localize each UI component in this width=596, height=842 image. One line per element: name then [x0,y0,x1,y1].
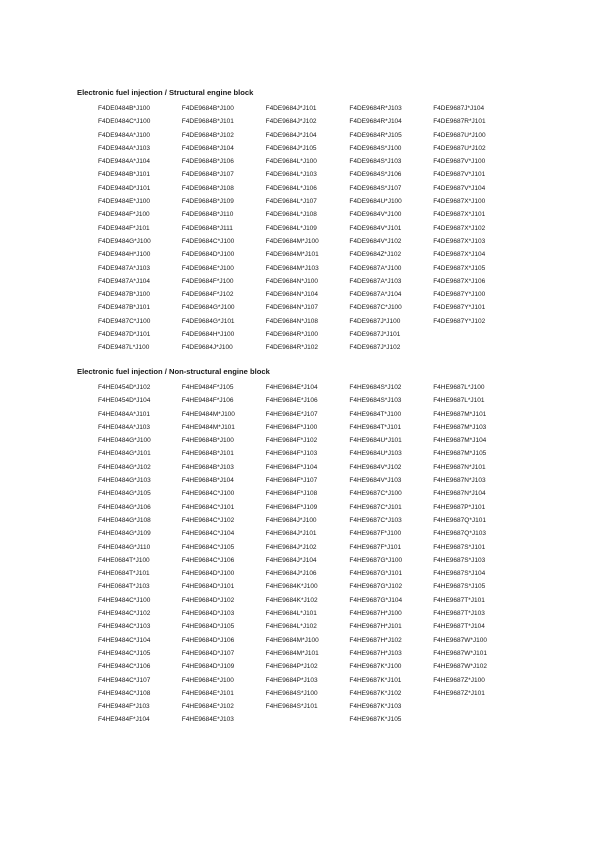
part-number: F4HE0684T*J103 [98,583,150,591]
part-number: F4DE9687U*J102 [433,144,486,152]
part-number: F4DE9684N*J107 [265,304,318,312]
part-number: F4HE0484G*J100 [98,437,151,445]
part-number: F4DE9684S*J107 [349,184,402,192]
part-number: F4DE9687V*J101 [433,171,486,179]
part-number: F4DE9684N*J100 [265,277,318,285]
part-number: F4HE9684V*J102 [349,463,402,471]
part-number: F4HE9687K*J105 [349,716,402,724]
part-number: F4HE9687W*J100 [433,636,488,644]
part-number: F4DE9684C*J100 [181,237,235,245]
part-number: F4DE9684L*J100 [265,158,317,166]
part-number: F4DE9684R*J103 [349,105,402,112]
part-number: F4HE9684P*J103 [265,676,318,684]
part-number: F4DE9684H*J100 [181,331,235,339]
part-number: F4DE0484C*J100 [98,118,151,126]
part-number: F4DE9684L*J107 [265,198,317,206]
part-number: F4HE9684D*J100 [181,570,235,578]
part-number: F4HE9684F*J107 [265,477,318,485]
part-number: F4DE9684B*J111 [181,224,233,232]
part-number: F4DE9487C*J100 [98,317,151,325]
part-number: F4DE9687A*J103 [349,277,402,285]
part-number: F4DE9487A*J104 [98,277,151,285]
part-number: F4HE9687H*J103 [349,649,402,657]
part-number: F4HE9687N*J103 [433,477,486,485]
part-number: F4DE9684S*J106 [349,171,402,179]
part-number: F4DE9687C*J100 [349,304,402,312]
part-number: F4DE9484F*J100 [98,211,150,219]
part-number: F4HE9684D*J106 [181,636,235,644]
part-number: F4DE9684B*J102 [181,131,234,139]
part-number: F4DE9687V*J104 [433,184,486,192]
part-number: F4HE9687L*J101 [433,397,485,405]
part-number: F4DE9684N*J104 [265,291,318,299]
part-number: F4DE9484G*J100 [98,237,151,245]
part-number: F4HE9687G*J102 [349,583,403,591]
part-number: F4HE9687T*J103 [433,610,485,618]
part-number: F4HE9687H*J100 [349,610,402,618]
part-number-grid [98,102,517,355]
part-number: F4HE9687S*J105 [433,583,486,591]
part-number: F4HE9684F*J102 [265,437,318,445]
part-number: F4HE9484C*J105 [98,649,151,657]
part-number: F4HE9684D*J103 [181,610,235,618]
part-number: F4HE9684F*J104 [265,463,318,471]
part-number: F4HE9484C*J107 [98,676,151,684]
part-number: F4HE9484C*J106 [98,663,151,671]
part-number: F4HE9684U*J101 [349,437,402,445]
part-number: F4HE0484A*J103 [98,423,151,431]
part-number: F4HE9684C*J104 [181,530,235,538]
part-number: F4HE9684E*J102 [181,703,234,711]
part-number: F4HE9684E*J100 [181,676,234,684]
part-number: F4DE9487A*J103 [98,264,151,272]
part-number: F4HE9484C*J104 [98,636,151,644]
part-number: F4DE9684B*J101 [181,118,234,126]
part-number: F4HE9684E*J104 [265,384,318,391]
part-number: F4DE9684L*J103 [265,171,317,179]
part-number: F4DE9684M*J103 [265,264,319,272]
part-number: F4HE9684D*J105 [181,623,235,631]
part-number: F4HE9684S*J103 [349,397,402,405]
part-number: F4HE9684C*J102 [181,516,235,524]
part-number: F4DE9687J*J101 [349,331,401,339]
part-number: F4HE9687C*J103 [349,516,402,524]
section-heading: Electronic fuel injection / Non-structural engine block [77,367,270,376]
part-number: F4HE9684B*J101 [181,450,234,458]
part-number: F4DE9687J*J100 [349,317,401,325]
part-number: F4HE9684F*J109 [265,503,318,511]
part-number: F4DE9684V*J102 [349,237,402,245]
section-non-structural-engine-block [77,367,517,727]
part-number: F4HE9687T*J104 [433,623,485,631]
part-number: F4DE9484F*J101 [98,224,150,232]
part-number: F4HE9484M*J100 [181,410,235,418]
part-number: F4DE9687X*J101 [433,211,486,219]
part-number: F4HE9684C*J105 [181,543,235,551]
part-number: F4HE9687G*J100 [349,556,403,564]
part-number: F4DE9684M*J100 [265,237,319,245]
part-number: F4HE9684P*J102 [265,663,318,671]
part-number: F4DE9684L*J106 [265,184,317,192]
part-number: F4HE9684J*J104 [265,556,317,564]
part-number: F4DE9684N*J108 [265,317,318,325]
part-number: F4DE9684S*J103 [349,158,402,166]
part-number: F4HE9687F*J101 [349,543,402,551]
part-number: F4HE9684F*J108 [265,490,318,498]
part-number: F4HE9687W*J102 [433,663,488,671]
part-number: F4HE9484F*J104 [98,716,150,724]
part-number: F4DE9687X*J104 [433,251,486,259]
part-number: F4HE9687S*J101 [433,543,486,551]
part-number: F4HE9687C*J100 [349,490,402,498]
part-number: F4HE0484G*J106 [98,503,151,511]
part-number: F4HE0484G*J102 [98,463,151,471]
part-number-column [266,381,350,727]
part-number: F4DE9684F*J100 [181,277,234,285]
part-number: F4DE9687X*J102 [433,224,486,232]
part-number: F4DE9484A*J103 [98,144,151,152]
part-number: F4HE9684C*J106 [181,556,235,564]
part-number: F4DE9684B*J110 [181,211,234,219]
part-number: F4DE9487B*J101 [98,304,151,312]
part-number: F4DE9684B*J109 [181,198,234,206]
part-number: F4HE9687K*J103 [349,703,402,711]
part-number: F4HE9687Z*J101 [433,689,485,697]
part-number: F4HE9687C*J101 [349,503,402,511]
part-number-column [98,102,182,355]
part-number: F4HE9684J*J106 [265,570,317,578]
part-number: F4DE9684G*J100 [181,304,235,312]
part-number: F4DE9687J*J102 [349,344,401,352]
part-number: F4DE9684R*J104 [349,118,402,126]
part-number: F4HE9687Z*J100 [433,676,485,684]
part-number: F4DE9684G*J101 [181,317,235,325]
part-number: F4HE9687S*J103 [433,556,486,564]
part-number: F4HE9687T*J101 [433,596,485,604]
part-number: F4DE9687A*J104 [349,291,402,299]
part-number: F4HE9687M*J105 [433,450,487,458]
part-number: F4DE9684Z*J102 [349,251,402,259]
part-number-column [266,102,350,355]
part-number: F4DE9684L*J108 [265,211,317,219]
section-structural-engine-block [77,88,517,355]
part-number: F4DE9687Y*J100 [433,291,486,299]
part-number: F4DE9487B*J100 [98,291,151,299]
part-number: F4HE9687H*J102 [349,636,402,644]
part-number: F4HE9684U*J103 [349,450,402,458]
part-number: F4DE9684J*J104 [265,131,317,139]
part-number-column [182,102,266,355]
part-number: F4HE9684E*J107 [265,410,318,418]
part-number: F4HE9684B*J104 [181,477,234,485]
part-number-column [98,381,182,727]
part-number: F4HE9687S*J104 [433,570,486,578]
part-number: F4HE9687W*J101 [433,649,488,657]
part-number: F4DE9684F*J102 [181,291,234,299]
part-number: F4DE9687J*J104 [433,105,485,112]
part-number: F4HE9484C*J102 [98,610,151,618]
part-number: F4HE9684D*J101 [181,583,235,591]
part-number: F4DE9484H*J100 [98,251,151,259]
part-number: F4DE9684R*J100 [265,331,318,339]
part-number: F4HE9684C*J100 [181,490,235,498]
part-number: F4HE9684S*J101 [265,703,318,711]
part-number-column [433,381,517,727]
part-number: F4HE0454D*J102 [98,384,151,391]
part-number: F4DE9684E*J100 [181,264,234,272]
part-number: F4HE9687L*J100 [433,384,485,391]
part-number: F4HE9687G*J101 [349,570,403,578]
part-number: F4HE0684T*J100 [98,556,150,564]
part-number: F4HE9484F*J105 [181,384,234,391]
part-number: F4HE0484G*J105 [98,490,151,498]
part-number: F4HE9684J*J100 [265,516,317,524]
part-number: F4DE9684D*J100 [181,251,235,259]
part-number: F4HE9484M*J101 [181,423,235,431]
part-number: F4DE9684V*J100 [349,211,402,219]
part-number: F4HE0484G*J110 [98,543,151,551]
part-number: F4DE9684R*J105 [349,131,402,139]
part-number: F4DE9687X*J105 [433,264,486,272]
part-number: F4HE9684L*J102 [265,623,317,631]
part-number: F4DE9684L*J109 [265,224,317,232]
part-number: F4DE9684S*J100 [349,144,402,152]
part-number: F4HE9684K*J102 [265,596,318,604]
part-number: F4DE9684B*J108 [181,184,234,192]
part-number: F4HE9687K*J102 [349,689,402,697]
part-number: F4DE9484E*J100 [98,198,151,206]
part-number: F4HE9687M*J104 [433,437,487,445]
part-number: F4HE9687K*J100 [349,663,402,671]
part-number: F4HE9684E*J106 [265,397,318,405]
part-number: F4DE9487L*J100 [98,344,150,352]
section-heading: Electronic fuel injection / Structural engine block [77,88,254,97]
part-number: F4HE9684E*J103 [181,716,234,724]
part-number: F4DE9684B*J100 [181,105,234,112]
part-number: F4DE9687Y*J101 [433,304,486,312]
part-number: F4HE9684M*J101 [265,649,319,657]
part-number: F4HE9684F*J100 [265,423,318,431]
part-number: F4HE9687P*J101 [433,503,486,511]
part-number: F4HE9684K*J100 [265,583,318,591]
part-number: F4DE0484B*J100 [98,105,151,112]
part-number: F4DE9684M*J101 [265,251,319,259]
part-number: F4HE9684B*J103 [181,463,234,471]
part-number: F4DE9687X*J106 [433,277,486,285]
part-number: F4HE0484G*J109 [98,530,151,538]
part-number: F4HE9684J*J102 [265,543,317,551]
part-number: F4DE9684J*J105 [265,144,317,152]
part-number: F4HE9684C*J101 [181,503,235,511]
part-number: F4HE0454D*J104 [98,397,151,405]
part-number: F4DE9684J*J101 [265,105,317,112]
part-number: F4HE9687G*J104 [349,596,403,604]
part-number: F4HE9687N*J104 [433,490,486,498]
part-number: F4HE0484G*J108 [98,516,151,524]
part-number: F4DE9484D*J101 [98,184,151,192]
part-number: F4HE9684M*J100 [265,636,319,644]
part-number-column [182,381,266,727]
part-number: F4HE9484C*J103 [98,623,151,631]
part-number: F4HE9687N*J101 [433,463,486,471]
part-number: F4DE9684B*J106 [181,158,234,166]
part-number: F4HE9687Q*J103 [433,530,486,538]
part-number: F4DE9687X*J100 [433,198,486,206]
part-number: F4HE9684S*J102 [349,384,402,391]
part-number: F4DE9684J*J100 [181,344,233,352]
part-number: F4DE9684V*J101 [349,224,402,232]
part-number: F4DE9484A*J104 [98,158,151,166]
part-number: F4HE9684S*J100 [265,689,318,697]
part-number: F4HE9687F*J100 [349,530,402,538]
part-number: F4HE9687K*J101 [349,676,402,684]
part-number: F4DE9484B*J101 [98,171,151,179]
part-number: F4HE0484A*J101 [98,410,151,418]
part-number-column [349,381,433,727]
part-number: F4DE9687X*J103 [433,237,486,245]
part-number: F4HE9684F*J103 [265,450,318,458]
part-number: F4DE9684B*J107 [181,171,234,179]
part-number: F4DE9684R*J102 [265,344,318,352]
part-number: F4HE9684T*J101 [349,423,402,431]
part-number: F4HE9684E*J101 [181,689,234,697]
part-number: F4DE9487D*J101 [98,331,151,339]
part-number: F4HE0484G*J103 [98,477,151,485]
part-number: F4DE9687Y*J102 [433,317,486,325]
part-number: F4HE9684B*J100 [181,437,234,445]
part-number: F4DE9684U*J100 [349,198,402,206]
part-number: F4HE9484C*J100 [98,596,151,604]
part-number: F4DE9684J*J102 [265,118,317,126]
part-number: F4HE9684L*J101 [265,610,317,618]
part-number-grid [98,381,517,727]
part-number: F4DE9687U*J100 [433,131,486,139]
part-number: F4HE9687H*J101 [349,623,402,631]
part-number: F4HE9484F*J103 [98,703,150,711]
part-number-column [349,102,433,355]
part-number: F4HE9684T*J100 [349,410,402,418]
part-number: F4HE9484F*J106 [181,397,234,405]
part-number: F4HE9684D*J109 [181,663,235,671]
part-number: F4HE9684D*J102 [181,596,235,604]
part-number: F4DE9687A*J100 [349,264,402,272]
part-number-column [433,102,517,355]
part-number: F4HE9684D*J107 [181,649,235,657]
part-number: F4DE9484A*J100 [98,131,151,139]
part-number: F4HE9484C*J108 [98,689,151,697]
part-number: F4HE0484G*J101 [98,450,151,458]
part-number: F4DE9684B*J104 [181,144,234,152]
part-number: F4DE9687V*J100 [433,158,486,166]
part-number: F4HE9687Q*J101 [433,516,486,524]
part-number: F4HE9687M*J103 [433,423,487,431]
part-number: F4HE9684V*J103 [349,477,402,485]
part-number: F4DE9687R*J101 [433,118,486,126]
part-number: F4HE0684T*J101 [98,570,150,578]
part-number: F4HE9684J*J101 [265,530,317,538]
part-number: F4HE9687M*J101 [433,410,487,418]
